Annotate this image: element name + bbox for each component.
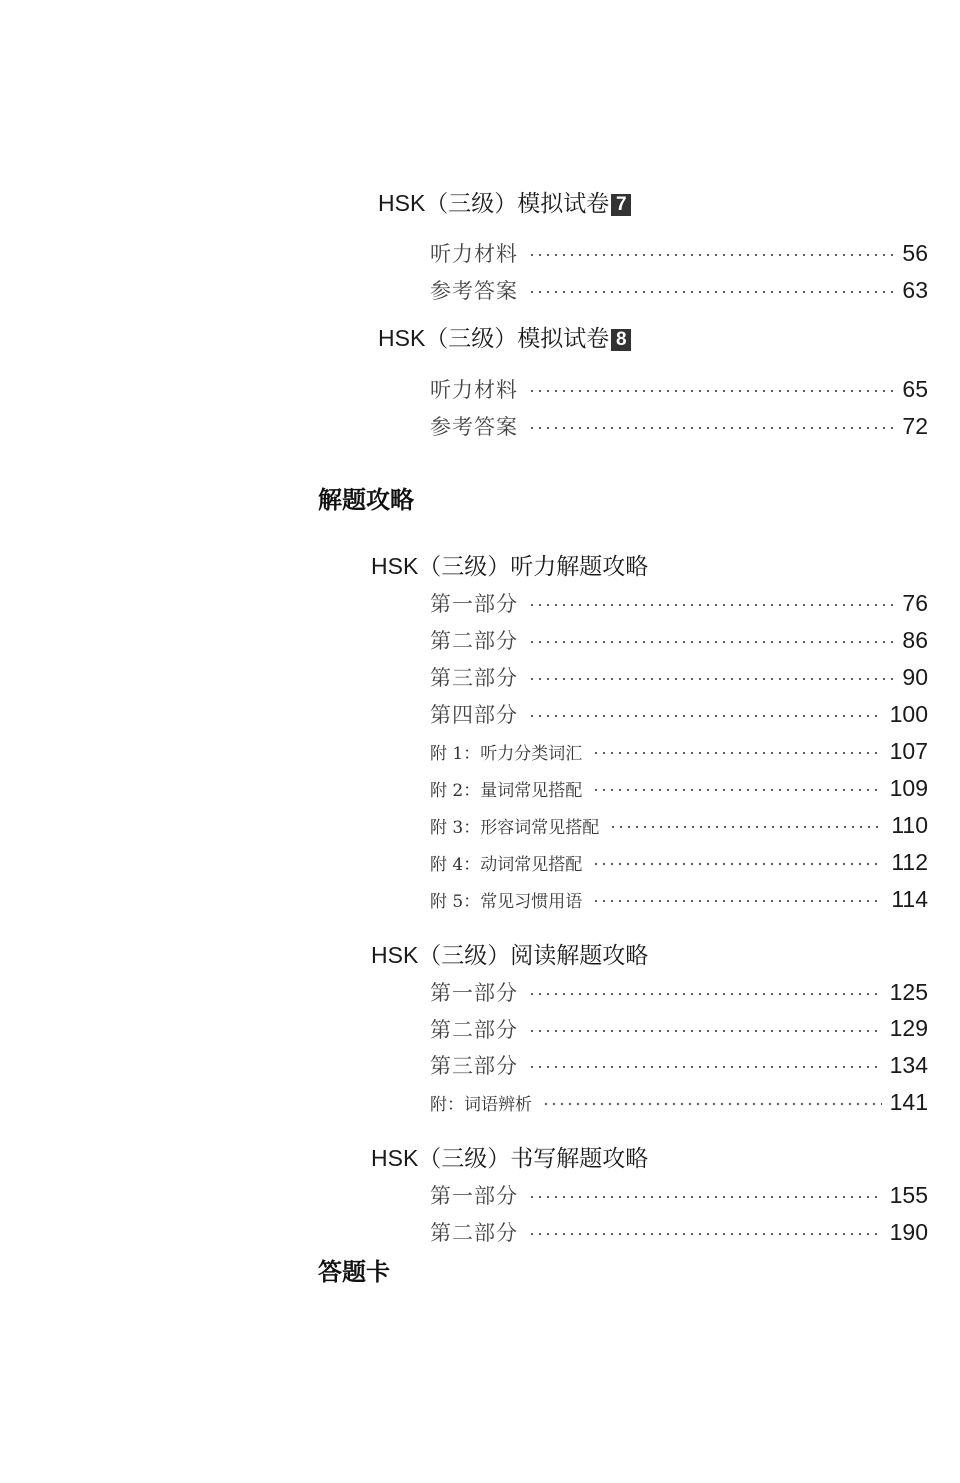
dot-leader <box>528 714 882 718</box>
toc-entry[interactable] <box>430 736 928 766</box>
dot-leader <box>528 253 894 257</box>
page-number: 90 <box>902 663 928 690</box>
page-number: 56 <box>902 239 928 266</box>
page-number: 76 <box>902 589 928 616</box>
toc-entry[interactable] <box>430 810 928 840</box>
toc-entry[interactable] <box>430 275 928 305</box>
toc-heading-mock-test-8[interactable] <box>378 323 631 353</box>
toc-entry[interactable] <box>430 699 928 729</box>
section-title-answer-sheet[interactable]: 答题卡 <box>318 1257 390 1286</box>
dot-leader <box>592 862 883 866</box>
dot-leader <box>528 992 882 996</box>
toc-heading-mock-test-7[interactable] <box>378 188 631 218</box>
dot-leader <box>528 640 894 644</box>
toc-entry[interactable] <box>430 1087 928 1117</box>
entry-label: 第二部分 <box>430 1017 518 1042</box>
heading-text: HSK（三级）模拟试卷 <box>378 325 610 351</box>
toc-entry[interactable] <box>430 1014 928 1044</box>
section-title-strategies[interactable]: 解题攻略 <box>318 485 414 514</box>
dot-leader <box>542 1102 882 1106</box>
page-number: 86 <box>902 626 928 653</box>
number-badge: 8 <box>611 329 631 351</box>
number-badge: 7 <box>611 194 631 216</box>
toc-entry[interactable] <box>430 625 928 655</box>
entry-label: 第一部分 <box>430 592 518 616</box>
page-number: 65 <box>902 375 928 402</box>
entry-label: 第三部分 <box>430 666 518 690</box>
toc-entry[interactable] <box>430 662 928 692</box>
entry-label: 第一部分 <box>430 1184 518 1208</box>
page-number: 107 <box>889 737 928 764</box>
dot-leader <box>528 389 894 393</box>
entry-label: 第四部分 <box>430 703 518 727</box>
page-number: 72 <box>902 412 928 439</box>
toc-entry[interactable] <box>430 773 928 803</box>
toc-entry[interactable] <box>430 588 928 618</box>
toc-heading-listening[interactable]: HSK（三级）听力解题攻略 <box>371 553 649 579</box>
page-number: 125 <box>889 978 928 1005</box>
dot-leader <box>528 1232 882 1236</box>
dot-leader <box>528 290 894 294</box>
entry-label: 附 5：常见习惯用语 <box>430 891 583 912</box>
page-number: 129 <box>889 1015 928 1042</box>
toc-entry[interactable] <box>430 1180 928 1210</box>
entry-label: 附 3：形容词常见搭配 <box>430 817 600 838</box>
dot-leader <box>592 899 883 903</box>
dot-leader <box>528 1065 882 1069</box>
toc-entry[interactable] <box>430 238 928 268</box>
entry-label: 附：词语辨析 <box>430 1094 532 1115</box>
heading-text: HSK（三级）模拟试卷 <box>378 190 610 216</box>
toc-entry[interactable] <box>430 1217 928 1247</box>
dot-leader <box>528 426 894 430</box>
entry-label: 附 4：动词常见搭配 <box>430 854 583 875</box>
entry-label: 第一部分 <box>430 981 518 1005</box>
page-number: 109 <box>889 774 928 801</box>
page-number: 155 <box>889 1181 928 1208</box>
entry-label: 附 1：听力分类词汇 <box>430 743 583 764</box>
dot-leader <box>528 603 894 607</box>
entry-label: 第三部分 <box>430 1054 518 1079</box>
entry-label: 第二部分 <box>430 1221 518 1245</box>
page-number: 114 <box>891 885 928 912</box>
entry-label: 听力材料 <box>430 242 518 266</box>
toc-entry[interactable] <box>430 884 928 914</box>
page-number: 141 <box>889 1088 928 1115</box>
dot-leader <box>609 825 883 829</box>
page-number: 63 <box>902 276 928 303</box>
entry-label: 第二部分 <box>430 629 518 653</box>
toc-heading-writing[interactable]: HSK（三级）书写解题攻略 <box>371 1145 649 1171</box>
dot-leader <box>528 1195 882 1199</box>
entry-label: 参考答案 <box>430 279 518 303</box>
page-number: 112 <box>891 848 928 875</box>
entry-label: 参考答案 <box>430 415 518 439</box>
entry-label: 听力材料 <box>430 378 518 402</box>
toc-heading-reading[interactable]: HSK（三级）阅读解题攻略 <box>371 942 649 968</box>
toc-entry[interactable] <box>430 977 928 1007</box>
toc-entry[interactable] <box>430 1050 928 1080</box>
page-number: 134 <box>889 1051 928 1078</box>
toc-entry[interactable] <box>430 374 928 404</box>
entry-label: 附 2：量词常见搭配 <box>430 780 583 801</box>
dot-leader <box>528 1029 882 1033</box>
dot-leader <box>592 788 881 792</box>
page-number: 190 <box>889 1218 928 1245</box>
dot-leader <box>592 751 881 755</box>
page-number: 100 <box>889 700 928 727</box>
dot-leader <box>528 677 894 681</box>
page-number: 110 <box>891 811 928 838</box>
toc-entry[interactable] <box>430 411 928 441</box>
toc-entry[interactable] <box>430 847 928 877</box>
